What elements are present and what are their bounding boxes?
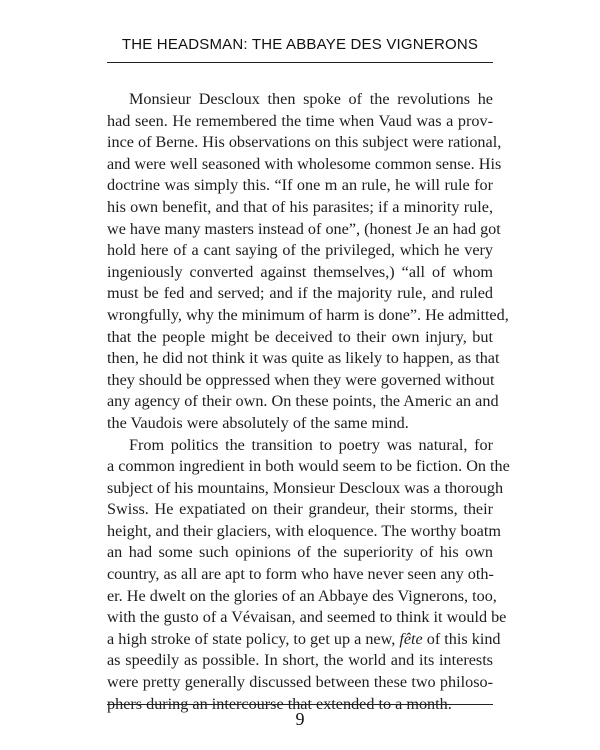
text-line: ince of Berne. His observations on this subject were rational, — [107, 133, 502, 152]
text-segment: of this kind — [422, 629, 501, 648]
text-line: his own benefit, and that of his parasites; if a minority rule, — [107, 197, 493, 216]
text-line: doctrine was simply this. “If one m an rule, he will rule for — [107, 176, 493, 195]
header-rule — [107, 62, 493, 63]
text-line: were pretty generally discussed between these two philoso- — [107, 673, 493, 692]
text-line: they should be oppressed when they were governed without — [107, 370, 495, 389]
text-line: ingeniously converted against themselves,) “all of whom — [107, 262, 493, 281]
text-line: must be fed and served; and if the majority rule, and ruled — [107, 284, 493, 303]
text-line: and were well seasoned with wholesome common sense. His — [107, 154, 502, 173]
text-line: subject of his mountains, Monsieur Descloux was a thorough — [107, 478, 504, 497]
running-head: THE HEADSMAN: THE ABBAYE DES VIGNERONS — [121, 36, 479, 53]
text-line: an had some such opinions of the superiority of his own — [107, 543, 493, 562]
text-line: hold here of a cant saying of the privileged, which he very — [107, 241, 493, 260]
text-line-with-italic — [107, 629, 501, 651]
text-line: country, as all are apt to form who have never seen any oth- — [107, 565, 494, 584]
text-line: as speedily as possible. In short, the world and its interests — [107, 651, 493, 670]
footer-rule — [107, 704, 493, 705]
text-line: any agency of their own. On these points, the Americ an and — [107, 392, 499, 411]
text-line: with the gusto of a Vévaisan, and seemed to think it would be — [107, 608, 507, 627]
text-line: then, he did not think it was quite as likely to happen, as that — [107, 349, 500, 368]
text-line: the Vaudois were absolutely of the same mind. — [107, 413, 409, 432]
text-line: Swiss. He expatiated on their grandeur, their storms, their — [107, 500, 493, 519]
text-line: that the people might be deceived to their own injury, but — [107, 327, 493, 346]
text-line: wrongfully, why the minimum of harm is done”. He admitted, — [107, 305, 509, 324]
text-line: a common ingredient in both would seem to be fiction. On the — [107, 457, 510, 476]
text-line: er. He dwelt on the glories of an Abbaye des Vignerons, too, — [107, 586, 497, 605]
text-line: we have many masters instead of one”, (honest Je an had got — [107, 219, 501, 238]
text-line: From politics the transition to poetry was natural, for — [129, 435, 493, 454]
page-number: 9 — [295, 709, 305, 729]
text-segment: a high stroke of state policy, to get up a new, — [107, 629, 400, 648]
text-line: phers during an intercourse that extended to a month. — [107, 694, 452, 713]
text-line: Monsieur Descloux then spoke of the revolutions he — [129, 90, 493, 108]
text-line: height, and their glaciers, with eloquence. The worthy boatm — [107, 521, 501, 540]
body-text — [107, 89, 510, 715]
italic-word: fête — [399, 629, 423, 648]
text-line: had seen. He remembered the time when Vaud was a prov- — [107, 111, 493, 130]
